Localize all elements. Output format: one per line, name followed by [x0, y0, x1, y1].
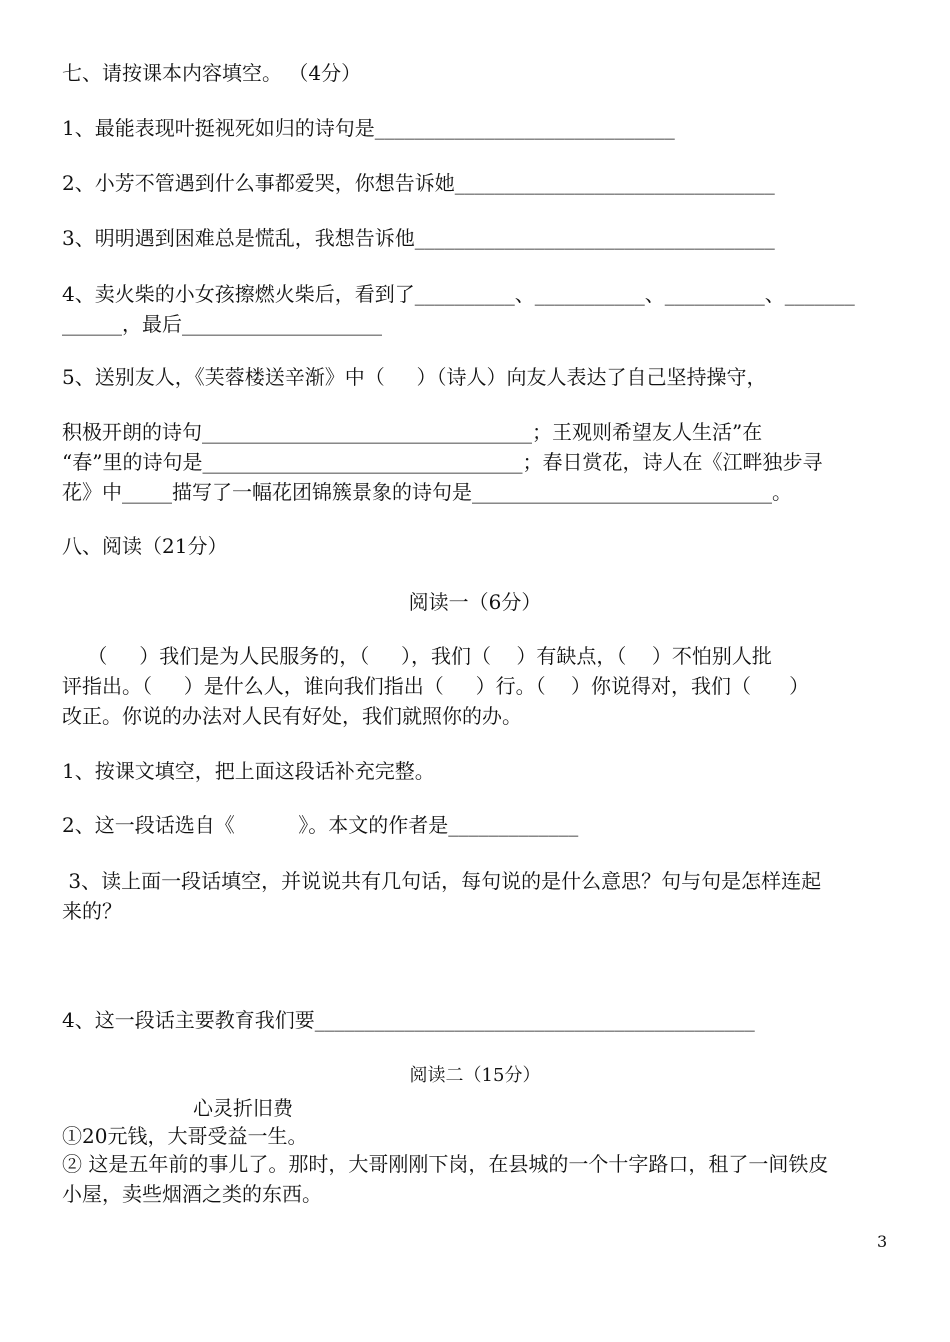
section7-q5-line4: 花》中_____描写了一幅花团锦簇景象的诗句是______________________________。	[62, 480, 792, 504]
section7-heading: 七、请按课本内容填空。 （4分）	[62, 61, 362, 85]
reading2-title: 阅读二（15分）	[409, 1065, 541, 1086]
article-paragraph-2-line1: ② 这是五年前的事儿了。那时，大哥刚刚下岗，在县城的一个十字路口，租了一间铁皮	[62, 1152, 829, 1176]
section7-q3: 3、明明遇到困难总是慌乱，我想告诉他____________________________________	[62, 226, 775, 250]
section7-q1: 1、最能表现叶挺视死如归的诗句是______________________________	[62, 116, 675, 140]
section7-q2: 2、小芳不管遇到什么事都爱哭，你想告诉她________________________________	[62, 171, 775, 195]
article-paragraph-2-line2: 小屋，卖些烟酒之类的东西。	[62, 1182, 322, 1206]
section7-q5-line1: 5、送别友人，《芙蓉楼送辛渐》中（ ）（诗人）向友人表达了自己坚持操守，	[62, 365, 767, 389]
page-number: 3	[877, 1232, 888, 1251]
section7-q4-line1: 4、卖火柴的小女孩擦燃火柴后，看到了__________、___________、__________、_______	[62, 282, 855, 306]
reading1-q3-line2: 来的？	[62, 899, 122, 923]
section7-q5-line3: “春”里的诗句是________________________________；春日赏花，诗人在《江畔独步寻	[62, 450, 823, 474]
reading1-passage-line1: （ ）我们是为人民服务的，（ ），我们（ ）有缺点，（ ）不怕别人批	[62, 644, 772, 668]
reading1-q3-line1: 3、读上面一段话填空，并说说共有几句话，每句说的是什么意思？句与句是怎样连起	[62, 869, 822, 893]
article-title: 心灵折旧费	[193, 1096, 293, 1120]
reading1-q1: 1、按课文填空，把上面这段话补充完整。	[62, 759, 435, 783]
reading1-title: 阅读一（6分）	[408, 590, 542, 614]
section7-q5-line2: 积极开朗的诗句_________________________________；王观则希望友人生活”在	[62, 420, 763, 444]
section7-q4-line2: ______，最后____________________	[62, 312, 382, 336]
section8-heading: 八、阅读（21分）	[62, 534, 228, 558]
reading1-q2: 2、这一段话选自《 》。本文的作者是_____________	[62, 813, 579, 837]
reading1-passage-line3: 改正。你说的办法对人民有好处，我们就照你的办。	[62, 704, 522, 728]
reading1-q4: 4、这一段话主要教育我们要____________________________________________	[62, 1008, 755, 1032]
article-paragraph-1: ①20元钱，大哥受益一生。	[62, 1124, 308, 1148]
reading1-passage-line2: 评指出。（ ）是什么人，谁向我们指出（ ）行。（ ）你说得对，我们（ ）	[62, 674, 810, 698]
